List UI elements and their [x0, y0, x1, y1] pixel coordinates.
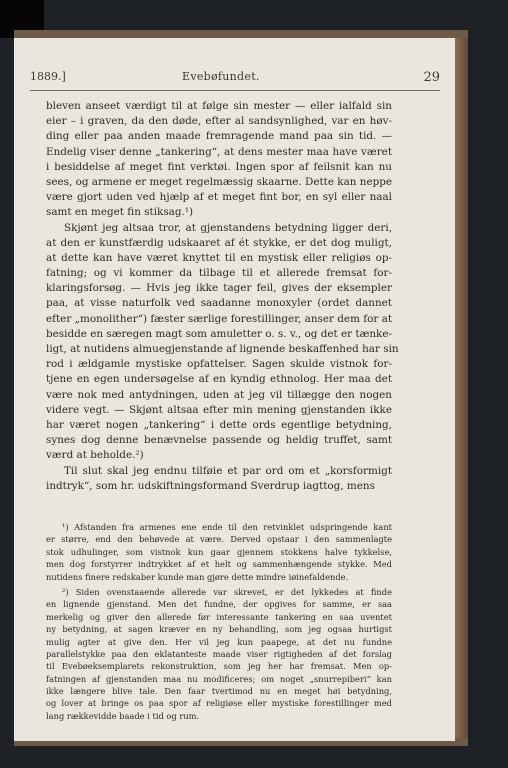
text-line: at den er kunstfærdig udskaaret af ét stykke, er det dog muligt, — [46, 236, 392, 249]
footnote-line: ny betydning, at sagen kræver en ny behandling, som jeg ogsaa hurtigst — [46, 624, 392, 635]
text-line: ding eller paa anden maade fremragende mand paa sin tid. — — [46, 130, 392, 143]
text-line: besidde en særegen magt som amuletter o. s. v., og det er tænke- — [46, 327, 392, 340]
header-year: 1889.] — [30, 70, 66, 83]
footnote-line: parallelstykke paa den eklatanteste maade viser rigtigheden af det forslag — [46, 648, 392, 659]
text-line: Skjønt jeg altsaa tror, at gjenstandens betydning ligger deri, — [64, 221, 392, 234]
text-line: Til slut skal jeg endnu tilføie et par ord om et „korsformigt — [64, 464, 392, 477]
footnote-line: men dog forstyrrer indtrykket af et helt og sammenhængende stykke. Med — [46, 559, 392, 570]
footnote-line: til Evebøeksemplarets rekonstruktion, som jeg her har fremsat. Men op- — [46, 661, 392, 672]
footnote-line: nutidens finere redskaber kunde man gjøre dette mindre iøinefaldende. — [46, 571, 349, 582]
text-line: tjene en egen undersøgelse af en kyndig ethnolog. Her maa det — [46, 373, 392, 386]
footnote-line: stok udhulinger, som vistnok kun gaar gjennem stokkens halve tykkelse, — [46, 546, 392, 557]
footnote-line: er større, end den behøvede at være. Derved opstaar i den sammenlagte — [46, 534, 392, 545]
text-line: være nok med antydningen, uden at jeg vil tillægge den nogen — [46, 388, 392, 401]
footnotes — [46, 521, 392, 722]
text-line: sees, og armene er meget regelmæssig skaarne. Dette kan neppe — [46, 175, 393, 188]
text-line: har været nogen „tankering“ i dette ords egentlige betydning, — [46, 418, 392, 431]
footnote-line: fatningen af gjenstanden maa nu modificeres; om noget „snurrepiberi“ kan — [46, 673, 392, 684]
text-line: efter „monolither“) fæster særlige forestillinger, anser dem for at — [46, 312, 392, 325]
text-line: videre vegt. — Skjønt altsaa efter min mening gjenstanden ikke — [46, 403, 392, 416]
text-line: i besiddelse af meget fint verktøi. Ingen spor af feilsnit kan nu — [46, 160, 392, 173]
text-line: være gjort uden ved hjælp af et meget fint bor, en syl eller naal — [46, 191, 392, 204]
text-line: indtryk“, som hr. udskiftningsformand Sverdrup iagttog, mens — [46, 479, 375, 492]
text-line: Endelig viser denne „tankering“, at dens mester maa have været — [46, 145, 392, 158]
text-line: paa, at visse naturfolk ved saadanne monoxyler (ordet dannet — [46, 297, 392, 310]
text-line: fatning; og vi kommer da tilbage til et allerede fremsat for- — [46, 267, 392, 280]
footnote-line: en lignende gjenstand. Men det fundne, der opgives for samme, er saa — [46, 599, 392, 610]
text-line: bleven anseet værdigt til at følge sin mester — eller ialfald sin — [46, 100, 392, 112]
book-page — [14, 38, 455, 741]
main-text — [46, 99, 399, 494]
text-line: ligt, at nutidens almuegjenstande af lignende beskaffenhed har sin — [46, 343, 399, 355]
page-number: 29 — [423, 70, 440, 85]
footnote-line: ikke længere blive tale. Den faar tvertimod nu en meget høi betydning, — [46, 686, 392, 697]
footnote-line: merkelig og giver den allerede før interessante tankering en saa uventet — [46, 611, 392, 622]
text-line: samt en meget fin stiksag.¹) — [46, 206, 194, 219]
text-line: eier – i graven, da den døde, efter al sandsynlighed, var en høv- — [46, 115, 392, 128]
footnote-line: ¹) Afstanden fra armenes ene ende til den retvinklet udspringende kant — [62, 522, 392, 532]
text-line: klaringsforsøg. — Hvis jeg ikke tager feil, gives der eksempler — [46, 282, 392, 295]
footnote-line: mulig agter at give den. Her vil jeg kun paapege, at det nu fundne — [46, 636, 392, 647]
running-header — [30, 70, 440, 86]
text-line: synes dog denne benævnelse passende og heldig truffet, samt — [46, 434, 392, 447]
text-line: værd at beholde.²) — [46, 449, 144, 462]
footnote-line: og lover at bringe os paa spor af religiøse eller mystiske forestillinger med — [46, 698, 392, 709]
text-line: at dette kan have været knyttet til en mystisk eller religiøs op- — [46, 251, 392, 264]
text-line: rod i ældgamle mystiske opfattelser. Sagen skulde vistnok for- — [46, 358, 392, 371]
footnote-line: lang rækkevidde baade i tid og rum. — [46, 710, 200, 721]
footnote-line: ²) Siden ovenstaaende allerede var skrevet, er det lykkedes at finde — [62, 586, 392, 597]
book-cover-edge — [455, 38, 468, 738]
header-title: Evebøfundet. — [182, 70, 260, 83]
header-rule — [30, 90, 440, 91]
